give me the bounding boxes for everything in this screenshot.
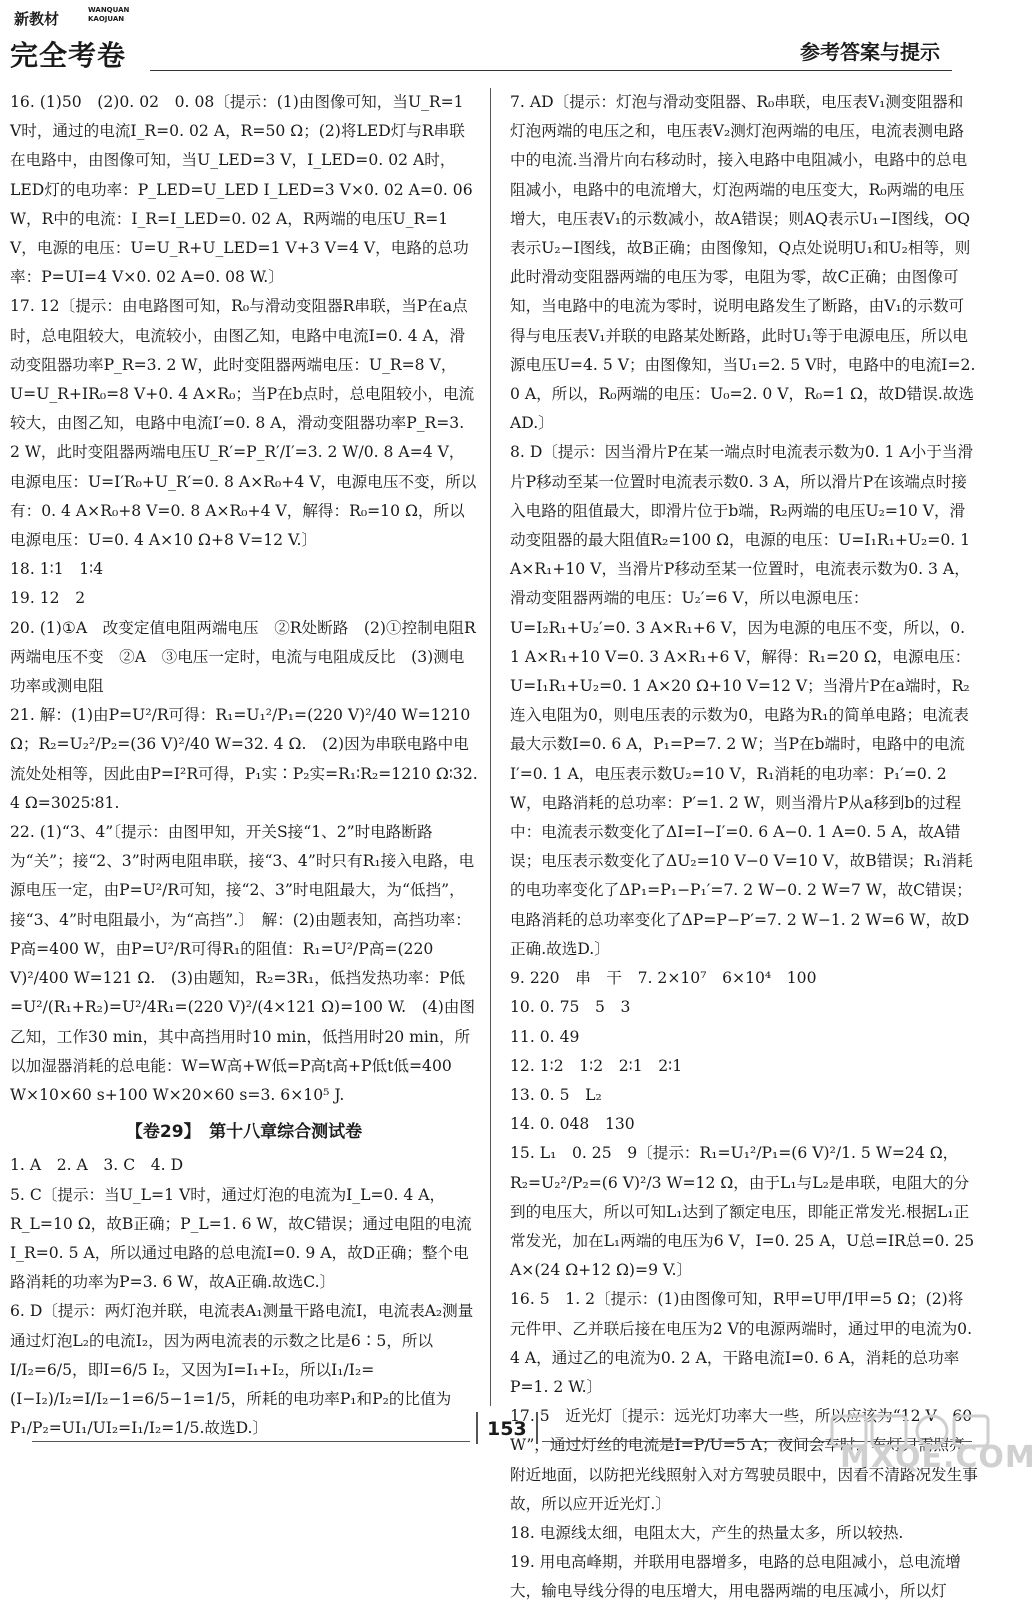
answer-item: 6. D〔提示：两灯泡并联，电流表A₁测量干路电流I，电流表A₂测量通过灯泡L₂的电流I₂，因为两电流表的示数之比是6∶5，所以I/I₂=6/5，即I=6/5 I₂，又因为I=I₁+I₂，所以I₁/I₂=(I−I₂)/I₂=I/I₂−1=6/5−1=1/5，所耗的电功率P₁和P₂的比值为P₁/P₂=UI₁/UI₂=I₁/I₂=1/5.故选D.〕 <box>10 1302 474 1438</box>
answer-item: 17. 12〔提示：由电路图可知，R₀与滑动变阻器R串联，当P在a点时，总电阻较大，电流较小，由图乙知，电路中电流I=0. 4 A，滑动变阻器功率P_R=3. 2 W，此时变阻器两端电压：U_R=8 V，U=U_R+IR₀=8 V+0. 4 A×R₀；当P在b点时，总电阻较小，电流较大，由图乙知，电路中电流I′=0. 8 A，滑动变阻器功率P_R=3. 2 W，此时变阻器两端电压U_R′=P_R′/I′=3. 2 W/0. 8 A=4 V，电源电压：U=I′R₀+U_R′=0. 8 A×R₀+4 V，电源电压不变，所以有：0. 4 A×R₀+8 V=0. 8 A×R₀+4 V，解得：R₀=10 Ω，所以电源电压：U=0. 4 A×10 Ω+8 V=12 V.〕 <box>10 297 477 550</box>
brand-pinyin-line-2: KAOJUAN <box>88 15 125 23</box>
brand-logo: 完全考卷 <box>10 39 127 72</box>
answer-item: 10. 0. 75 5 3 <box>510 998 631 1017</box>
footer-bar-right <box>536 1412 538 1444</box>
watermark-text: MXQE.COM <box>840 1440 1036 1475</box>
answer-item: 16. 5 1. 2〔提示：(1)由图像可知，R甲=U甲/I甲=5 Ω；(2)将元件甲、乙并联后接在电压为2 V的电源两端时，通过甲的电流为0. 4 A，通过乙的电流为0. 2 A，干路电流I=0. 6 A，消耗的总功率P=1. 2 W.〕 <box>510 1290 973 1396</box>
answer-item: 5. C〔提示：当U_L=1 V时，通过灯泡的电流为I_L=0. 4 A，R_L=10 Ω，故B正确；P_L=1. 6 W，故C错误；通过电阻的电流I_R=0. 5 A，所以通过电路的总电流I=0. 9 A，故D正确；整个电路消耗的功率为P=3. 6 W，故A正确.故选C.〕 <box>10 1185 472 1292</box>
footer-rule-left <box>32 1441 470 1442</box>
answer-item: 7. AD〔提示：灯泡与滑动变阻器、R₀串联，电压表V₁测变阻器和灯泡两端的电压之和，电压表V₂测灯泡两端的电压，电流表测电路中的电流.当滑片向右移动时，接入电路中电阻减小，电路中的总电阻减小，电路中的电流增大，灯泡两端的电压变大，R₀两端的电压增大，电压表V₁的示数减小，故A错误；则AQ表示U₁−I图线，OQ表示U₂−I图线，故B正确；由图像知，Q点处说明U₁和U₂相等，则此时滑动变阻器两端的电压为零，电阻为零，故C正确；由图像可知，当电路中的电流为零时，说明电路发生了断路，由V₁的示数可得与电压表V₁并联的电路某处断路，此时U₁等于电源电压，所以电源电压U=4. 5 V；由图像知，当U₁=2. 5 V时，电路中的电流I=2. 0 A，所以，R₀两端的电压：U₀=2. 0 V，R₀=1 Ω，故D错误.故选AD.〕 <box>510 93 976 433</box>
answer-item: 9. 220 串 干 7. 2×10⁷ 6×10⁴ 100 <box>510 969 817 988</box>
page-title: 参考答案与提示 <box>800 40 940 64</box>
answer-item: 12. 1∶2 1∶2 2∶1 2∶1 <box>510 1056 683 1075</box>
left-column <box>10 88 478 1443</box>
answer-item: 15. L₁ 0. 25 9〔提示：R₁=U₁²/P₁=(6 V)²/1. 5 W=24 Ω，R₂=U₂²/P₂=(6 V)²/3 W=12 Ω，由于L₁与L₂是串联，电阻大的分到的电压大，所以可知L₁达到了额定电压，即能正常发光.根据L₁正常发光，加在L₁两端的电压为6 V，I=0. 25 A，U总=IR总=0. 25 A×(24 Ω+12 Ω)=9 V.〕 <box>510 1144 975 1280</box>
answer-item: 18. 电源线太细，电阻太大，产生的热量太多，所以较热. <box>510 1523 904 1542</box>
brand-series: 新教材 <box>14 10 60 28</box>
answer-item: 14. 0. 048 130 <box>510 1115 635 1134</box>
answer-item: 13. 0. 5 L₂ <box>510 1085 602 1104</box>
answer-item: 19. 12 2 <box>10 589 86 608</box>
right-column <box>510 88 978 1607</box>
answer-item: 19. 用电高峰期，并联用电器增多，电路的总电阻减小，总电流增大，输电导线分得的电压增大，用电器两端的电压减小，所以灯 <box>510 1553 961 1601</box>
answer-item: 17. 5 近光灯〔提示：远光灯功率大一些，所以应该为“12 V 60 W”，通过灯丝的电流是I=P/U=5 A；夜间会车时，车灯只需照亮附近地面，以防把光线照射入对方驾驶员眼中，因看不清路况发生事故，所以应开近光灯.〕 <box>510 1407 978 1513</box>
brand-pinyin-line-1: WANQUAN <box>88 6 130 14</box>
answer-item: 20. (1)①A 改变定值电阻两端电压 ②R处断路 (2)①控制电阻R两端电压不变 ②A ③电压一定时，电流与电阻成反比 (3)测电功率或测电阻 <box>10 618 476 696</box>
section-label: 【卷29】 <box>125 1122 193 1143</box>
answer-item: 22. (1)“3、4”〔提示：由图甲知，开关S接“1、2”时电路断路为“关”；接“2、3”时两电阻串联，接“3、4”时只有R₁接入电路，电源电压一定，由P=U²/R可知，接“2、3”时电阻最大，为“低挡”，接“3、4”时电阻最小，为“高挡”.〕 解：(2)由题表知，高挡功率：P高=400 W，由P=U²/R可得R₁的阻值：R₁=U²/P高=(220 V)²/400 W=121 Ω. (3)由题知，R₂=3R₁，低挡发热功率：P低=U²/(R₁+R₂)=U²/4R₁=(220 V)²/(4×121 Ω)=100 W. (4)由图乙知，工作30 min，其中高挡用时10 min，低挡用时20 min，所以加湿器消耗的总电能：W=W高+W低=P高t高+P低t低=400 W×10×60 s+100 W×20×60 s=3. 6×10⁵ J. <box>10 823 475 1104</box>
section-heading <box>10 1118 478 1147</box>
header-rule <box>150 70 952 71</box>
footer-bar-left <box>476 1412 478 1444</box>
page-header <box>0 0 1000 80</box>
section-title: 第十八章综合测试卷 <box>209 1122 363 1143</box>
answer-item: 18. 1∶1 1∶4 <box>10 560 104 579</box>
column-divider <box>490 88 491 1406</box>
answer-item: 8. D〔提示：因当滑片P在某一端点时电流表示数为0. 1 A小于当滑片P移动至某一位置时电流表示数0. 3 A，所以滑片P在该端点时接入电路的阻值最大，即滑片位于b端，R₂两端的电压U₂=10 V，滑动变阻器的最大阻值R₂=100 Ω，电源的电压：U=I₁R₁+U₂=0. 1 A×R₁+10 V，当滑片P移动至某一位置时，电流表示数为0. 3 A，滑动变阻器两端的电压：U₂′=6 V，所以电源电压：U=I₂R₁+U₂′=0. 3 A×R₁+6 V，因为电源的电压不变，所以，0. 1 A×R₁+10 V=0. 3 A×R₁+6 V，解得：R₁=20 Ω，电源电压：U=I₁R₁+U₂=0. 1 A×20 Ω+10 V=12 V；当滑片P在a端时，R₂连入电阻为0，则电压表的示数为0，电路为R₁的简单电路；电流表最大示数I=0. 6 A，P₁=P=7. 2 W；当P在b端时，电路中的电流I′=0. 1 A，电压表示数U₂=10 V，R₁消耗的电功率：P₁′=0. 2 W，电路消耗的总功率：P′=1. 2 W，则当滑片P从a移到b的过程中：电流表示数变化了ΔI=I−I′=0. 6 A−0. 1 A=0. 5 A，故A错误；电压表示数变化了ΔU₂=10 V−0 V=10 V，故B错误；R₁消耗的电功率变化了ΔP₁=P₁−P₁′=7. 2 W−0. 2 W=7 W，故C错误；电路消耗的总功率变化了ΔP=P−P′=7. 2 W−1. 2 W=6 W，故D正确.故选D.〕 <box>510 443 974 958</box>
answer-item: 11. 0. 49 <box>510 1027 580 1046</box>
brand-pinyin <box>88 6 129 24</box>
answer-item: 1. A 2. A 3. C 4. D <box>10 1156 184 1175</box>
page-number: 153 <box>487 1418 527 1440</box>
answer-item: 16. (1)50 (2)0. 02 0. 08〔提示：(1)由图像可知，当U_R=1 V时，通过的电流I_R=0. 02 A，R=50 Ω；(2)将LED灯与R串联在电路中，由图像可知，当U_LED=3 V，I_LED=0. 02 A时，LED灯的电功率：P_LED=U_LED I_LED=3 V×0. 02 A=0. 06 W，R中的电流：I_R=I_LED=0. 02 A，R两端的电压U_R=1 V，电源的电压：U=U_R+U_LED=1 V+3 V=4 V，电路的总功率：P=UI=4 V×0. 02 A=0. 08 W.〕 <box>10 93 473 287</box>
answer-item: 21. 解：(1)由P=U²/R可得：R₁=U₁²/P₁=(220 V)²/40 W=1210 Ω；R₂=U₂²/P₂=(36 V)²/40 W=32. 4 Ω. (2)因为串联电路中电流处处相等，因此由P=I²R可得，P₁实∶P₂实=R₁∶R₂=1210 Ω∶32. 4 Ω=3025∶81. <box>10 706 478 812</box>
